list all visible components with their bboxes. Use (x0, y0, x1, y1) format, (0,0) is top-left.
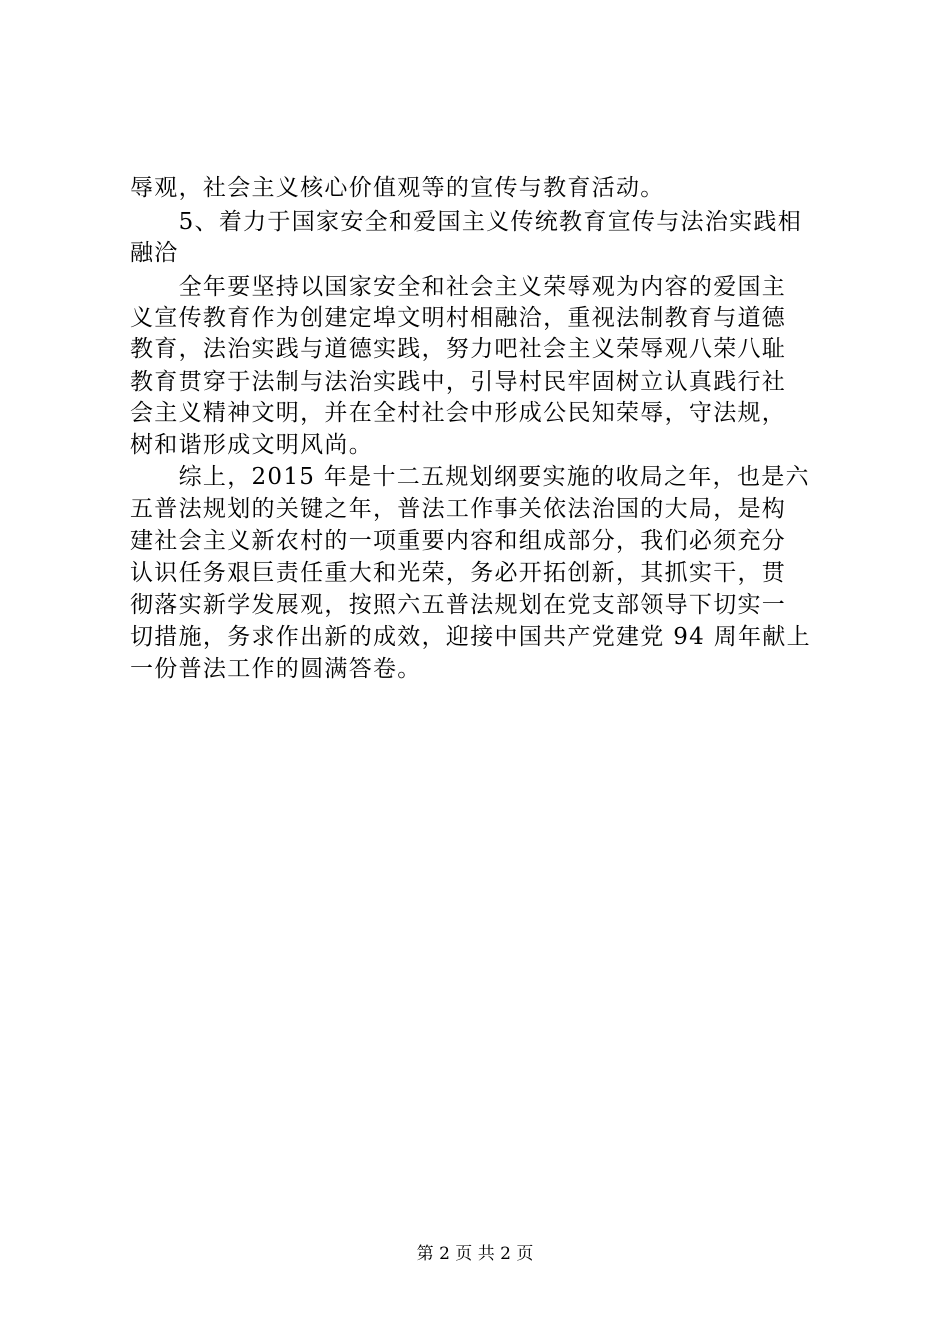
page-number-footer: 第 2 页 共 2 页 (416, 1244, 534, 1264)
body-text-line: 辱观，社会主义核心价值观等的宣传与教育活动。 (130, 175, 665, 201)
body-text-line: 树和谐形成文明风尚。 (130, 432, 373, 458)
body-text-line: 综上，2015 年是十二五规划纲要实施的收局之年，也是六 (130, 464, 810, 490)
body-text-line: 建社会主义新农村的一项重要内容和组成部分，我们必须充分 (130, 528, 787, 554)
body-text-line: 彻落实新学发展观，按照六五普法规划在党支部领导下切实一 (130, 592, 787, 618)
section-heading-line: 5、着力于国家安全和爱国主义传统教育宣传与法治实践相 (130, 209, 803, 235)
body-text-line: 教育，法治实践与道德实践，努力吧社会主义荣辱观八荣八耻 (130, 336, 787, 362)
body-text-line: 五普法规划的关键之年，普法工作事关依法治国的大局，是构 (130, 496, 787, 522)
body-text-line: 全年要坚持以国家安全和社会主义荣辱观为内容的爱国主 (130, 274, 787, 300)
body-text-line: 会主义精神文明，并在全村社会中形成公民知荣辱，守法规， (130, 400, 787, 426)
body-text-line: 义宣传教育作为创建定埠文明村相融洽，重视法制教育与道德 (130, 305, 787, 331)
body-text-line: 教育贯穿于法制与法治实践中，引导村民牢固树立认真践行社 (130, 369, 787, 395)
body-text-line: 切措施，务求作出新的成效，迎接中国共产党建党 94 周年献上 (130, 624, 811, 650)
body-text-line: 认识任务艰巨责任重大和光荣，务必开拓创新，其抓实干，贯 (130, 560, 787, 586)
body-text-line: 一份普法工作的圆满答卷。 (130, 656, 422, 682)
section-heading-line: 融洽 (130, 240, 179, 266)
